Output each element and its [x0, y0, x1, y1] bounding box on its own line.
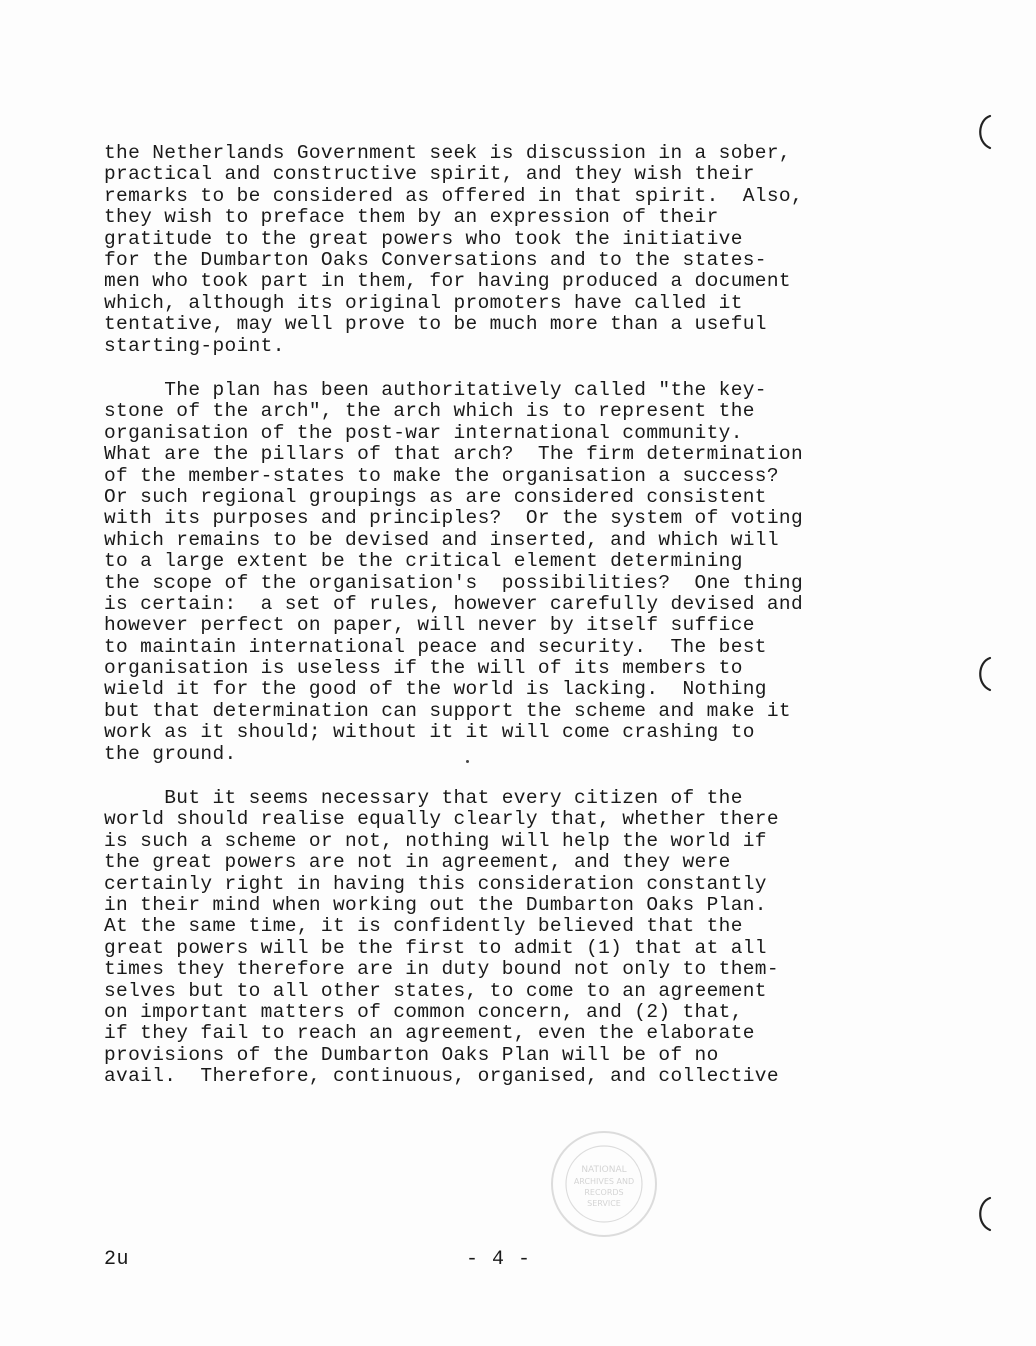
text-line: to a large extent be the critical element determining [104, 550, 743, 573]
text-line: for the Dumbarton Oaks Conversations and to the states- [104, 248, 767, 271]
text-line: the great powers are not in agreement, and they were [104, 851, 731, 874]
text-line: avail. Therefore, continuous, organised, and collective [104, 1065, 779, 1088]
text-line: the scope of the organisation's possibilities? One thing [104, 571, 804, 594]
stamp-line-3: RECORDS [584, 1188, 624, 1197]
archives-stamp-icon [548, 1128, 660, 1240]
text-line: selves but to all other states, to come to an agreement [104, 979, 767, 1002]
text-line: the Netherlands Government seek is discussion in a sober, [104, 142, 791, 164]
text-line: which remains to be devised and inserted, and which will [104, 528, 779, 551]
text-line: men who took part in them, for having produced a document [104, 270, 791, 293]
stamp-line-4: SERVICE [587, 1199, 621, 1208]
text-line: of the member-states to make the organisation a success? [104, 464, 779, 487]
ink-speck [466, 760, 469, 763]
text-line: starting-point. [104, 334, 285, 357]
text-line: in their mind when working out the Dumbarton Oaks Plan. [104, 893, 767, 916]
text-line: tentative, may well prove to be much more than a useful [104, 313, 767, 336]
text-line: work as it should; without it it will come crashing to [104, 721, 755, 744]
text-line: wield it for the good of the world is lacking. Nothing [104, 678, 767, 701]
text-line: if they fail to reach an agreement, even the elaborate [104, 1022, 755, 1045]
document-code: 2u [104, 1248, 130, 1271]
text-line: provisions of the Dumbarton Oaks Plan will be of no [104, 1043, 719, 1066]
page-number: - 4 - [466, 1248, 532, 1271]
text-line: organisation is useless if the will of its members to [104, 657, 743, 680]
text-line: is such a scheme or not, nothing will help the world if [104, 829, 767, 852]
binder-hole-icon [968, 1194, 998, 1234]
stamp-line-2: ARCHIVES AND [573, 1177, 635, 1186]
paragraph-2 [104, 380, 864, 765]
text-line: great powers will be the first to admit (1) that at all [104, 936, 767, 959]
text-line: gratitude to the great powers who took the initiative [104, 227, 743, 250]
text-line: stone of the arch", the arch which is to represent the [104, 400, 755, 423]
text-line: they wish to preface them by an expression of their [104, 206, 719, 229]
text-line: to maintain international peace and security. The best [104, 635, 767, 658]
text-line: the ground. [104, 742, 237, 765]
text-line: At the same time, it is confidently believed that the [104, 915, 743, 938]
text-line: is certain: a set of rules, however carefully devised and [104, 592, 804, 615]
text-line: with its purposes and principles? Or the system of voting [104, 507, 804, 530]
text-line: certainly right in having this consideration constantly [104, 872, 767, 895]
text-line: which, although its original promoters have called it [104, 291, 743, 314]
text-line: but that determination can support the scheme and make it [104, 699, 791, 722]
text-line: remarks to be considered as offered in that spirit. Also, [104, 184, 804, 207]
text-line: Or such regional groupings as are considered consistent [104, 485, 767, 508]
text-line: times they therefore are in duty bound not only to them- [104, 958, 779, 981]
text-line: organisation of the post-war international community. [104, 421, 743, 444]
stamp-line-1: NATIONAL [581, 1165, 627, 1175]
text-line: practical and constructive spirit, and they wish their [104, 163, 755, 186]
text-line: world should realise equally clearly that, whether there [104, 808, 779, 831]
paragraph-3 [104, 788, 864, 1087]
text-line: The plan has been authoritatively called "the key- [104, 379, 767, 401]
text-line: What are the pillars of that arch? The firm determination [104, 443, 804, 466]
text-line: But it seems necessary that every citizen of the [104, 787, 743, 809]
paragraph-1 [104, 143, 864, 357]
text-line: on important matters of common concern, and (2) that, [104, 1000, 743, 1023]
binder-hole-icon [968, 654, 998, 694]
text-line: however perfect on paper, will never by itself suffice [104, 614, 755, 637]
binder-hole-icon [968, 112, 998, 152]
